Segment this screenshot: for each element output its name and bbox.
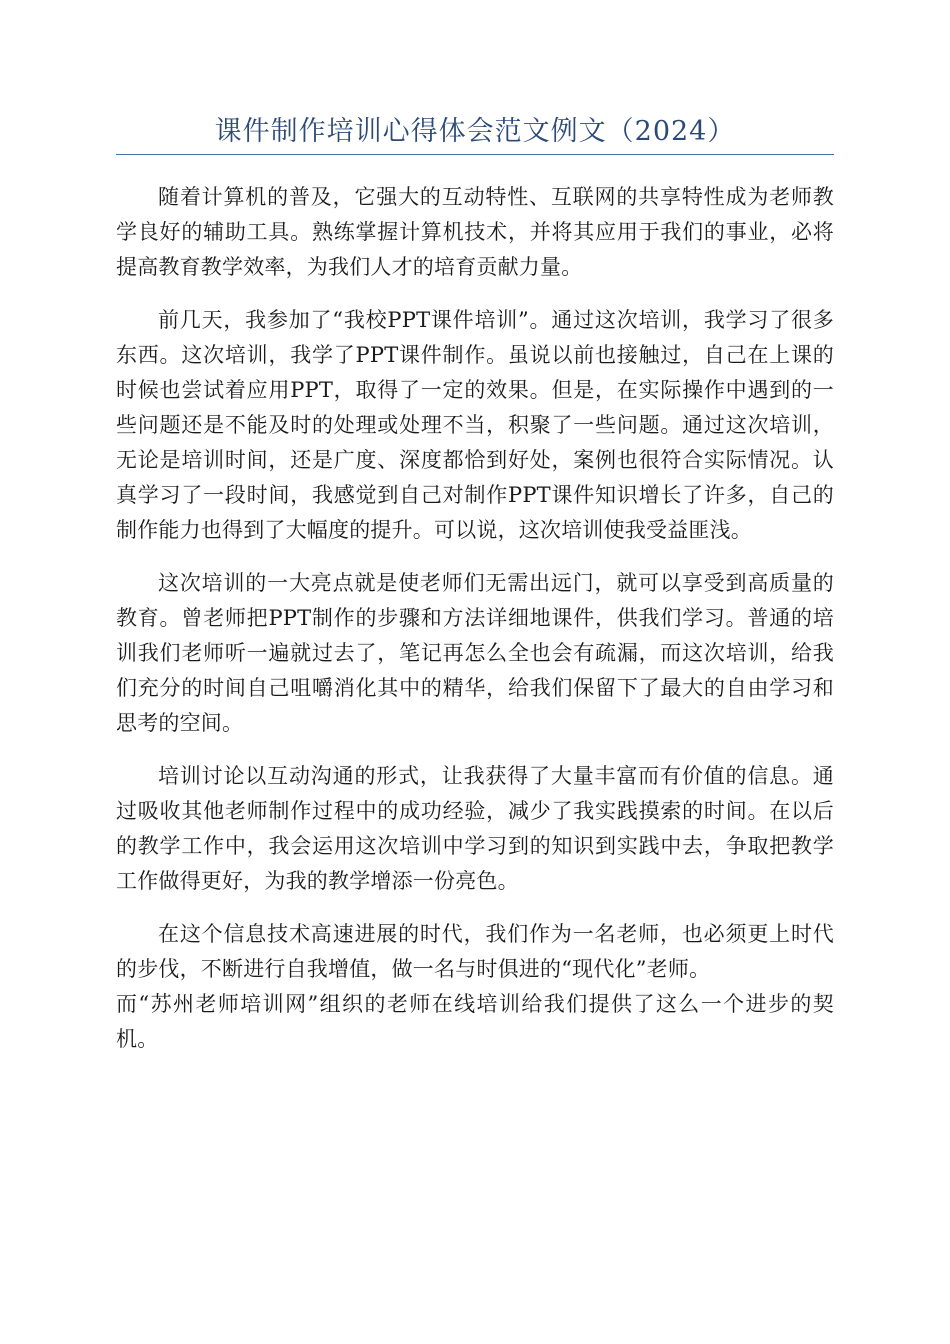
page-title: 课件制作培训心得体会范文例文（2024） <box>214 116 736 147</box>
paragraph-5 <box>116 917 834 1057</box>
paragraph-4: 培训讨论以互动沟通的形式，让我获得了大量丰富而有价值的信息。通过吸收其他老师制作过程中的成功经验，减少了我实践摸索的时间。在以后的教学工作中，我会运用这次培训中学习到的知识到实践中去，争取把教学工作做得更好，为我的教学增添一份亮色。 <box>116 764 834 893</box>
paragraph-2: 前几天，我参加了“我校PPT课件培训”。通过这次培训，我学习了很多东西。这次培训，我学了PPT课件制作。虽说以前也接触过，自己在上课的时候也尝试着应用PPT，取得了一定的效果。但是，在实际操作中遇到的一些问题还是不能及时的处理或处理不当，积聚了一些问题。通过这次培训，无论是培训时间，还是广度、深度都恰到好处，案例也很符合实际情况。认真学习了一段时间，我感觉到自己对制作PPT课件知识增长了许多，自己的制作能力也得到了大幅度的提升。可以说，这次培训使我受益匪浅。 <box>116 308 834 542</box>
paragraph-5-continuation: 而“苏州老师培训网”组织的老师在线培训给我们提供了这么一个进步的契机。 <box>116 992 834 1051</box>
paragraph-5-text: 在这个信息技术高速进展的时代，我们作为一名老师，也必须更上时代的步伐，不断进行自我增值，做一名与时俱进的“现代化”老师。 <box>116 922 834 981</box>
paragraph-1: 随着计算机的普及，它强大的互动特性、互联网的共享特性成为老师教学良好的辅助工具。熟练掌握计算机技术，并将其应用于我们的事业，必将提高教育教学效率，为我们人才的培育贡献力量。 <box>116 185 834 279</box>
paragraph-3: 这次培训的一大亮点就是使老师们无需出远门，就可以享受到高质量的教育。曾老师把PPT制作的步骤和方法详细地课件，供我们学习。普通的培训我们老师听一遍就过去了，笔记再怎么全也会有疏漏，而这次培训，给我们充分的时间自己咀嚼消化其中的精华，给我们保留下了最大的自由学习和思考的空间。 <box>116 571 834 735</box>
title-underline <box>116 154 834 155</box>
document-body <box>116 180 834 1057</box>
